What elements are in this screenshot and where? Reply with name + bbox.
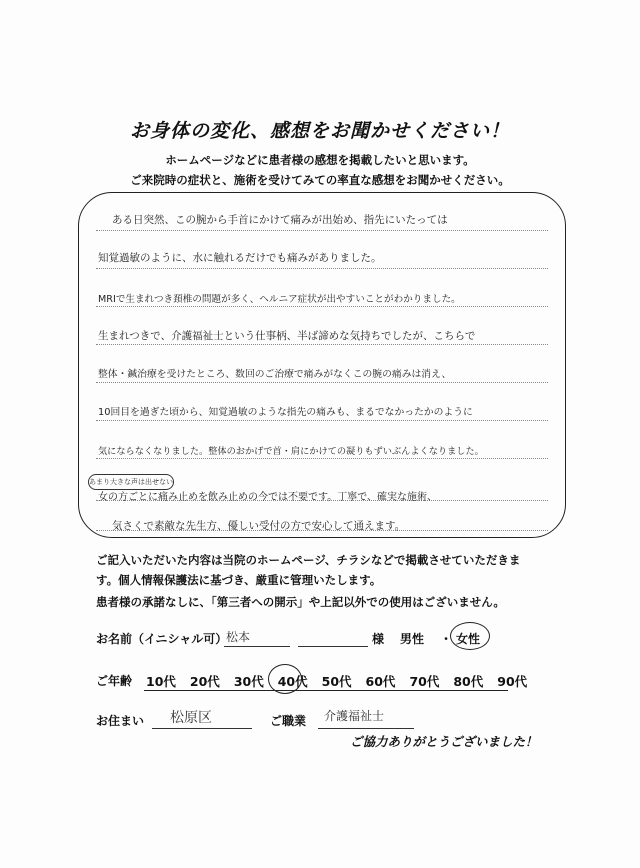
box-rule (96, 382, 548, 383)
thanks-message: ご協力ありがとうございました！ (350, 734, 538, 749)
name-label: お名前（イニシャル可） (96, 632, 228, 646)
age-option-selected[interactable]: 40代 (277, 674, 308, 689)
notice-line-2: す。個人情報保護法に基づき、厳重に管理いたします。 (96, 573, 382, 587)
name-value[interactable]: 松本 (226, 630, 251, 644)
gender-separator: ・ (440, 632, 453, 646)
box-rule (96, 268, 548, 269)
job-value[interactable]: 介護福祉士 (324, 709, 385, 723)
age-label: ご年齢 (96, 674, 133, 688)
age-option[interactable]: 80代 (453, 674, 484, 689)
handwritten-line: 気にならなくなりました。整体のおかげで首・肩にかけての凝りもずいぶんよくなりました。 (98, 446, 484, 457)
box-rule (96, 420, 548, 421)
handwritten-line: 気さくで素敵な先生方、優しい受付の方で安心して通えます。 (112, 520, 406, 532)
address-label: お住まい (96, 714, 145, 728)
handwritten-line: MRIで生まれつき頚椎の問題が多く、ヘルニア症状が出やすいことがわかりました。 (98, 294, 461, 305)
side-note-bubble: あまり大きな声は出せない (88, 474, 174, 490)
name-underline-2 (298, 646, 368, 647)
gender-female[interactable]: 女性 (456, 632, 481, 646)
age-option[interactable]: 60代 (365, 674, 396, 689)
box-rule (96, 458, 548, 459)
age-option[interactable]: 50代 (321, 674, 352, 689)
job-underline (318, 728, 414, 729)
age-option[interactable]: 90代 (497, 674, 528, 689)
age-option[interactable]: 20代 (189, 674, 220, 689)
handwritten-line: 女の方ごとに痛み止めを飲み止めの今では不要です。丁寧で、確実な施術、 (98, 492, 437, 503)
box-rule (96, 306, 548, 307)
age-option[interactable]: 70代 (409, 674, 440, 689)
honorific: 様 (372, 632, 385, 646)
form-title: お身体の変化、感想をお聞かせください！ (129, 120, 510, 142)
address-value[interactable]: 松原区 (170, 710, 212, 726)
box-rule (96, 344, 548, 345)
address-underline (152, 728, 252, 729)
box-rule (96, 230, 548, 231)
handwritten-line: 知覚過敏のように、水に触れるだけでも痛みがありました。 (98, 252, 382, 264)
handwritten-line: ある日突然、この腕から手首にかけて痛みが出始め、指先にいたっては (112, 214, 448, 226)
age-underline (144, 690, 508, 691)
age-options (146, 672, 541, 690)
notice-line-1: ご記入いただいた内容は当院のホームページ、チラシなどで掲載させていただきま (96, 553, 521, 567)
job-label: ご職業 (270, 714, 307, 728)
handwritten-line: 整体・鍼治療を受けたところ、数回のご治療で痛みがなくこの腕の痛みは消え、 (98, 369, 452, 380)
handwritten-line: 生まれつきで、介護福祉士という仕事柄、半ば諦めな気持ちでしたが、こちらで (98, 330, 476, 342)
form-subtitle-2: ご来院時の症状と、施術を受けてみての率直な感想をお聞かせください。 (130, 173, 510, 187)
age-option[interactable]: 10代 (146, 674, 176, 689)
gender-male[interactable]: 男性 (400, 632, 425, 646)
handwritten-line: 10回目を過ぎた頃から、知覚過敏のような指先の痛みも、まるでなかったかのように (98, 407, 473, 418)
name-underline-1 (224, 646, 290, 647)
form-subtitle-1: ホームページなどに患者様の感想を掲載したいと思います。 (165, 153, 475, 167)
age-option[interactable]: 30代 (233, 674, 264, 689)
notice-line-3: 患者様の承諾なしに、「第三者への開示」や上記以外での使用はございません。 (96, 595, 505, 609)
gender-selection-circle (450, 622, 490, 650)
